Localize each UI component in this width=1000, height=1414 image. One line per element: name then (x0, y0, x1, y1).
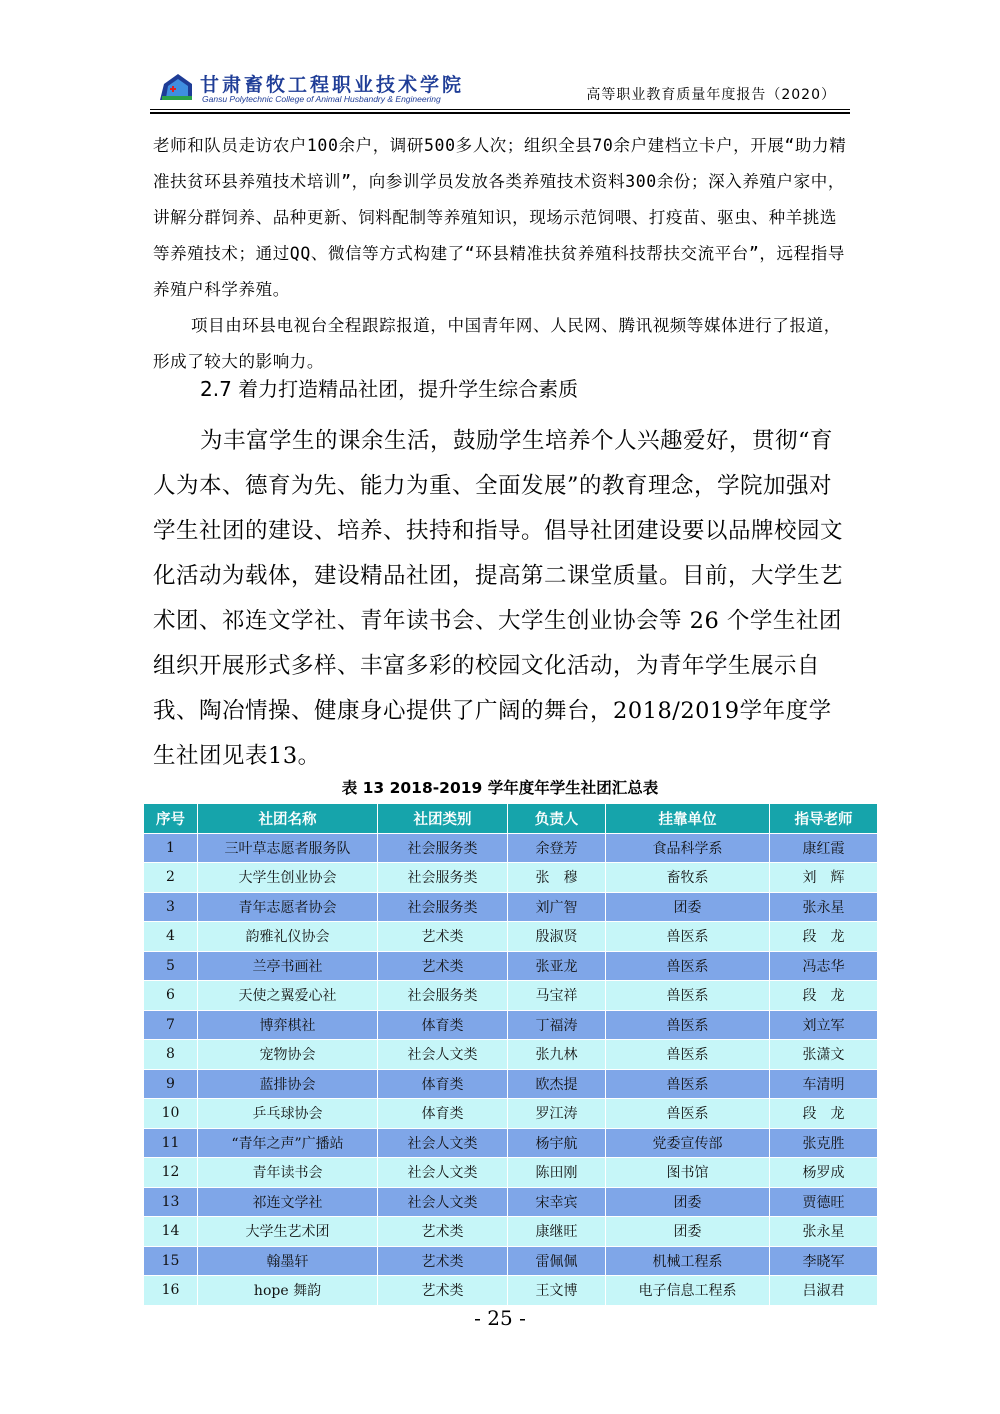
cell-advisor: 刘 辉 (770, 863, 878, 893)
cell-leader: 康继旺 (508, 1217, 606, 1247)
cell-affiliated-unit: 兽医系 (606, 1099, 770, 1129)
table-row (144, 922, 878, 952)
cell-club-name: 翰墨轩 (198, 1246, 378, 1276)
cell-leader: 张 穆 (508, 863, 606, 893)
cell-category: 社会人文类 (378, 1040, 508, 1070)
cell-club-name: 大学生艺术团 (198, 1217, 378, 1247)
cell-club-name: “青年之声”广播站 (198, 1128, 378, 1158)
student-clubs-table (143, 803, 878, 1306)
table-row (144, 833, 878, 863)
cell-category: 体育类 (378, 1010, 508, 1040)
cell-club-name: 宠物协会 (198, 1040, 378, 1070)
cell-club-name: hope 舞韵 (198, 1276, 378, 1306)
page-number: - 25 - (474, 1306, 526, 1330)
cell-index: 15 (144, 1246, 198, 1276)
cell-leader: 罗江涛 (508, 1099, 606, 1129)
cell-category: 社会服务类 (378, 863, 508, 893)
table-caption: 表 13 2018-2019 学年度年学生社团汇总表 (341, 779, 659, 797)
cell-advisor: 李晓军 (770, 1246, 878, 1276)
header-rule-thick (150, 112, 850, 114)
cell-advisor: 张克胜 (770, 1128, 878, 1158)
cell-category: 艺术类 (378, 1246, 508, 1276)
cell-club-name: 天使之翼爱心社 (198, 981, 378, 1011)
cell-affiliated-unit: 电子信息工程系 (606, 1276, 770, 1306)
cell-leader: 陈田刚 (508, 1158, 606, 1188)
header-affiliated-unit: 挂靠单位 (606, 804, 770, 834)
page-header (150, 68, 850, 110)
cell-club-name: 乒乓球协会 (198, 1099, 378, 1129)
cell-category: 社会人文类 (378, 1187, 508, 1217)
cell-leader: 张亚龙 (508, 951, 606, 981)
table-row (144, 1276, 878, 1306)
cell-advisor: 段 龙 (770, 1099, 878, 1129)
cell-index: 8 (144, 1040, 198, 1070)
cell-index: 2 (144, 863, 198, 893)
cell-advisor: 吕淑君 (770, 1276, 878, 1306)
cell-affiliated-unit: 团委 (606, 1217, 770, 1247)
table-header-row (144, 804, 878, 834)
cell-affiliated-unit: 兽医系 (606, 1069, 770, 1099)
table-row (144, 1128, 878, 1158)
cell-index: 4 (144, 922, 198, 952)
table-row (144, 1010, 878, 1040)
cell-category: 社会人文类 (378, 1158, 508, 1188)
cell-index: 12 (144, 1158, 198, 1188)
cell-index: 9 (144, 1069, 198, 1099)
cell-affiliated-unit: 图书馆 (606, 1158, 770, 1188)
table-row (144, 1158, 878, 1188)
cell-leader: 杨宇航 (508, 1128, 606, 1158)
cell-club-name: 三叶草志愿者服务队 (198, 833, 378, 863)
cell-category: 体育类 (378, 1099, 508, 1129)
table-row (144, 1069, 878, 1099)
cell-category: 社会服务类 (378, 981, 508, 1011)
cell-leader: 欧杰提 (508, 1069, 606, 1099)
cell-advisor: 冯志华 (770, 951, 878, 981)
cell-index: 5 (144, 951, 198, 981)
cell-affiliated-unit: 畜牧系 (606, 863, 770, 893)
cell-index: 16 (144, 1276, 198, 1306)
cell-advisor: 车清明 (770, 1069, 878, 1099)
cell-affiliated-unit: 团委 (606, 1187, 770, 1217)
cell-affiliated-unit: 兽医系 (606, 981, 770, 1011)
cell-club-name: 大学生创业协会 (198, 863, 378, 893)
table-row (144, 892, 878, 922)
cell-category: 体育类 (378, 1069, 508, 1099)
cell-category: 艺术类 (378, 922, 508, 952)
cell-advisor: 康红霞 (770, 833, 878, 863)
cell-leader: 雷佩佩 (508, 1246, 606, 1276)
header-club-name: 社团名称 (198, 804, 378, 834)
cell-affiliated-unit: 兽医系 (606, 1010, 770, 1040)
cell-club-name: 博弈棋社 (198, 1010, 378, 1040)
cell-leader: 宋幸宾 (508, 1187, 606, 1217)
paragraph-poverty-training: 老师和队员走访农户100余户，调研500多人次；组织全县70余户建档立卡户，开展“助力精准扶贫环县养殖技术培训”，向参训学员发放各类养殖技术资料300余份；深入养殖户家中，讲解分群饲养、品种更新、饲料配制等养殖知识，现场示范饲喂、打疫苗、驱虫、种羊挑选等养殖技术；通过QQ、微信等方式构建了“环县精准扶贫养殖科技帮扶交流平台”，远程指导养殖户科学养殖。 (153, 136, 847, 299)
paragraph-student-clubs: 为丰富学生的课余生活，鼓励学生培养个人兴趣爱好，贯彻“育人为本、德育为先、能力为重、全面发展”的教育理念，学院加强对学生社团的建设、培养、扶持和指导。倡导社团建设要以品牌校园文化活动为载体，建设精品社团，提高第二课堂质量。目前，大学生艺术团、祁连文学社、青年读书会、大学生创业协会等 26 个学生社团组织开展形式多样、丰富多彩的校园文化活动，为青年学生展示自我、陶冶情操、健康身心提供了广阔的舞台，2018/2019学年度学生社团见表13。 (153, 428, 844, 769)
cell-advisor: 张潇文 (770, 1040, 878, 1070)
cell-index: 10 (144, 1099, 198, 1129)
cell-leader: 余登芳 (508, 833, 606, 863)
cell-index: 11 (144, 1128, 198, 1158)
cell-club-name: 蓝排协会 (198, 1069, 378, 1099)
cell-category: 艺术类 (378, 951, 508, 981)
header-rule-thin (150, 109, 850, 110)
cell-category: 社会服务类 (378, 833, 508, 863)
cell-leader: 张九林 (508, 1040, 606, 1070)
cell-advisor: 张永星 (770, 892, 878, 922)
section-heading: 2.7 着力打造精品社团，提升学生综合素质 (200, 377, 579, 401)
cell-affiliated-unit: 兽医系 (606, 922, 770, 952)
header-advisor: 指导老师 (770, 804, 878, 834)
cell-index: 7 (144, 1010, 198, 1040)
cell-advisor: 杨罗成 (770, 1158, 878, 1188)
header-leader: 负责人 (508, 804, 606, 834)
college-name-en: Gansu Polytechnic College of Animal Husbandry & Engineering (202, 94, 441, 104)
header-category: 社团类别 (378, 804, 508, 834)
table-row (144, 1187, 878, 1217)
college-name-cn: 甘肃畜牧工程职业技术学院 (200, 74, 465, 96)
cell-affiliated-unit: 党委宣传部 (606, 1128, 770, 1158)
cell-advisor: 段 龙 (770, 922, 878, 952)
report-title: 高等职业教育质量年度报告（2020） (586, 87, 836, 103)
cell-affiliated-unit: 兽医系 (606, 951, 770, 981)
cell-category: 社会人文类 (378, 1128, 508, 1158)
cell-category: 艺术类 (378, 1276, 508, 1306)
cell-category: 社会服务类 (378, 892, 508, 922)
cell-index: 13 (144, 1187, 198, 1217)
cell-index: 14 (144, 1217, 198, 1247)
header-index: 序号 (144, 804, 198, 834)
cell-leader: 丁福涛 (508, 1010, 606, 1040)
cell-advisor: 段 龙 (770, 981, 878, 1011)
cell-advisor: 贾德旺 (770, 1187, 878, 1217)
cell-affiliated-unit: 团委 (606, 892, 770, 922)
cell-club-name: 青年读书会 (198, 1158, 378, 1188)
table-row (144, 1099, 878, 1129)
cell-advisor: 刘立军 (770, 1010, 878, 1040)
cell-affiliated-unit: 食品科学系 (606, 833, 770, 863)
paragraph-media-coverage: 项目由环县电视台全程跟踪报道，中国青年网、人民网、腾讯视频等媒体进行了报道，形成了较大的影响力。 (153, 316, 841, 371)
cell-advisor: 张永星 (770, 1217, 878, 1247)
cell-index: 6 (144, 981, 198, 1011)
cell-club-name: 兰亭书画社 (198, 951, 378, 981)
cell-affiliated-unit: 机械工程系 (606, 1246, 770, 1276)
college-logo-icon (158, 70, 196, 104)
cell-leader: 刘广智 (508, 892, 606, 922)
table-row (144, 981, 878, 1011)
cell-club-name: 韵雅礼仪协会 (198, 922, 378, 952)
cell-leader: 殷淑贤 (508, 922, 606, 952)
cell-affiliated-unit: 兽医系 (606, 1040, 770, 1070)
table-row (144, 863, 878, 893)
cell-leader: 王文博 (508, 1276, 606, 1306)
cell-leader: 马宝祥 (508, 981, 606, 1011)
cell-category: 艺术类 (378, 1217, 508, 1247)
table-row (144, 1246, 878, 1276)
cell-index: 3 (144, 892, 198, 922)
cell-club-name: 青年志愿者协会 (198, 892, 378, 922)
cell-club-name: 祁连文学社 (198, 1187, 378, 1217)
table-row (144, 1217, 878, 1247)
table-row (144, 951, 878, 981)
table-row (144, 1040, 878, 1070)
cell-index: 1 (144, 833, 198, 863)
